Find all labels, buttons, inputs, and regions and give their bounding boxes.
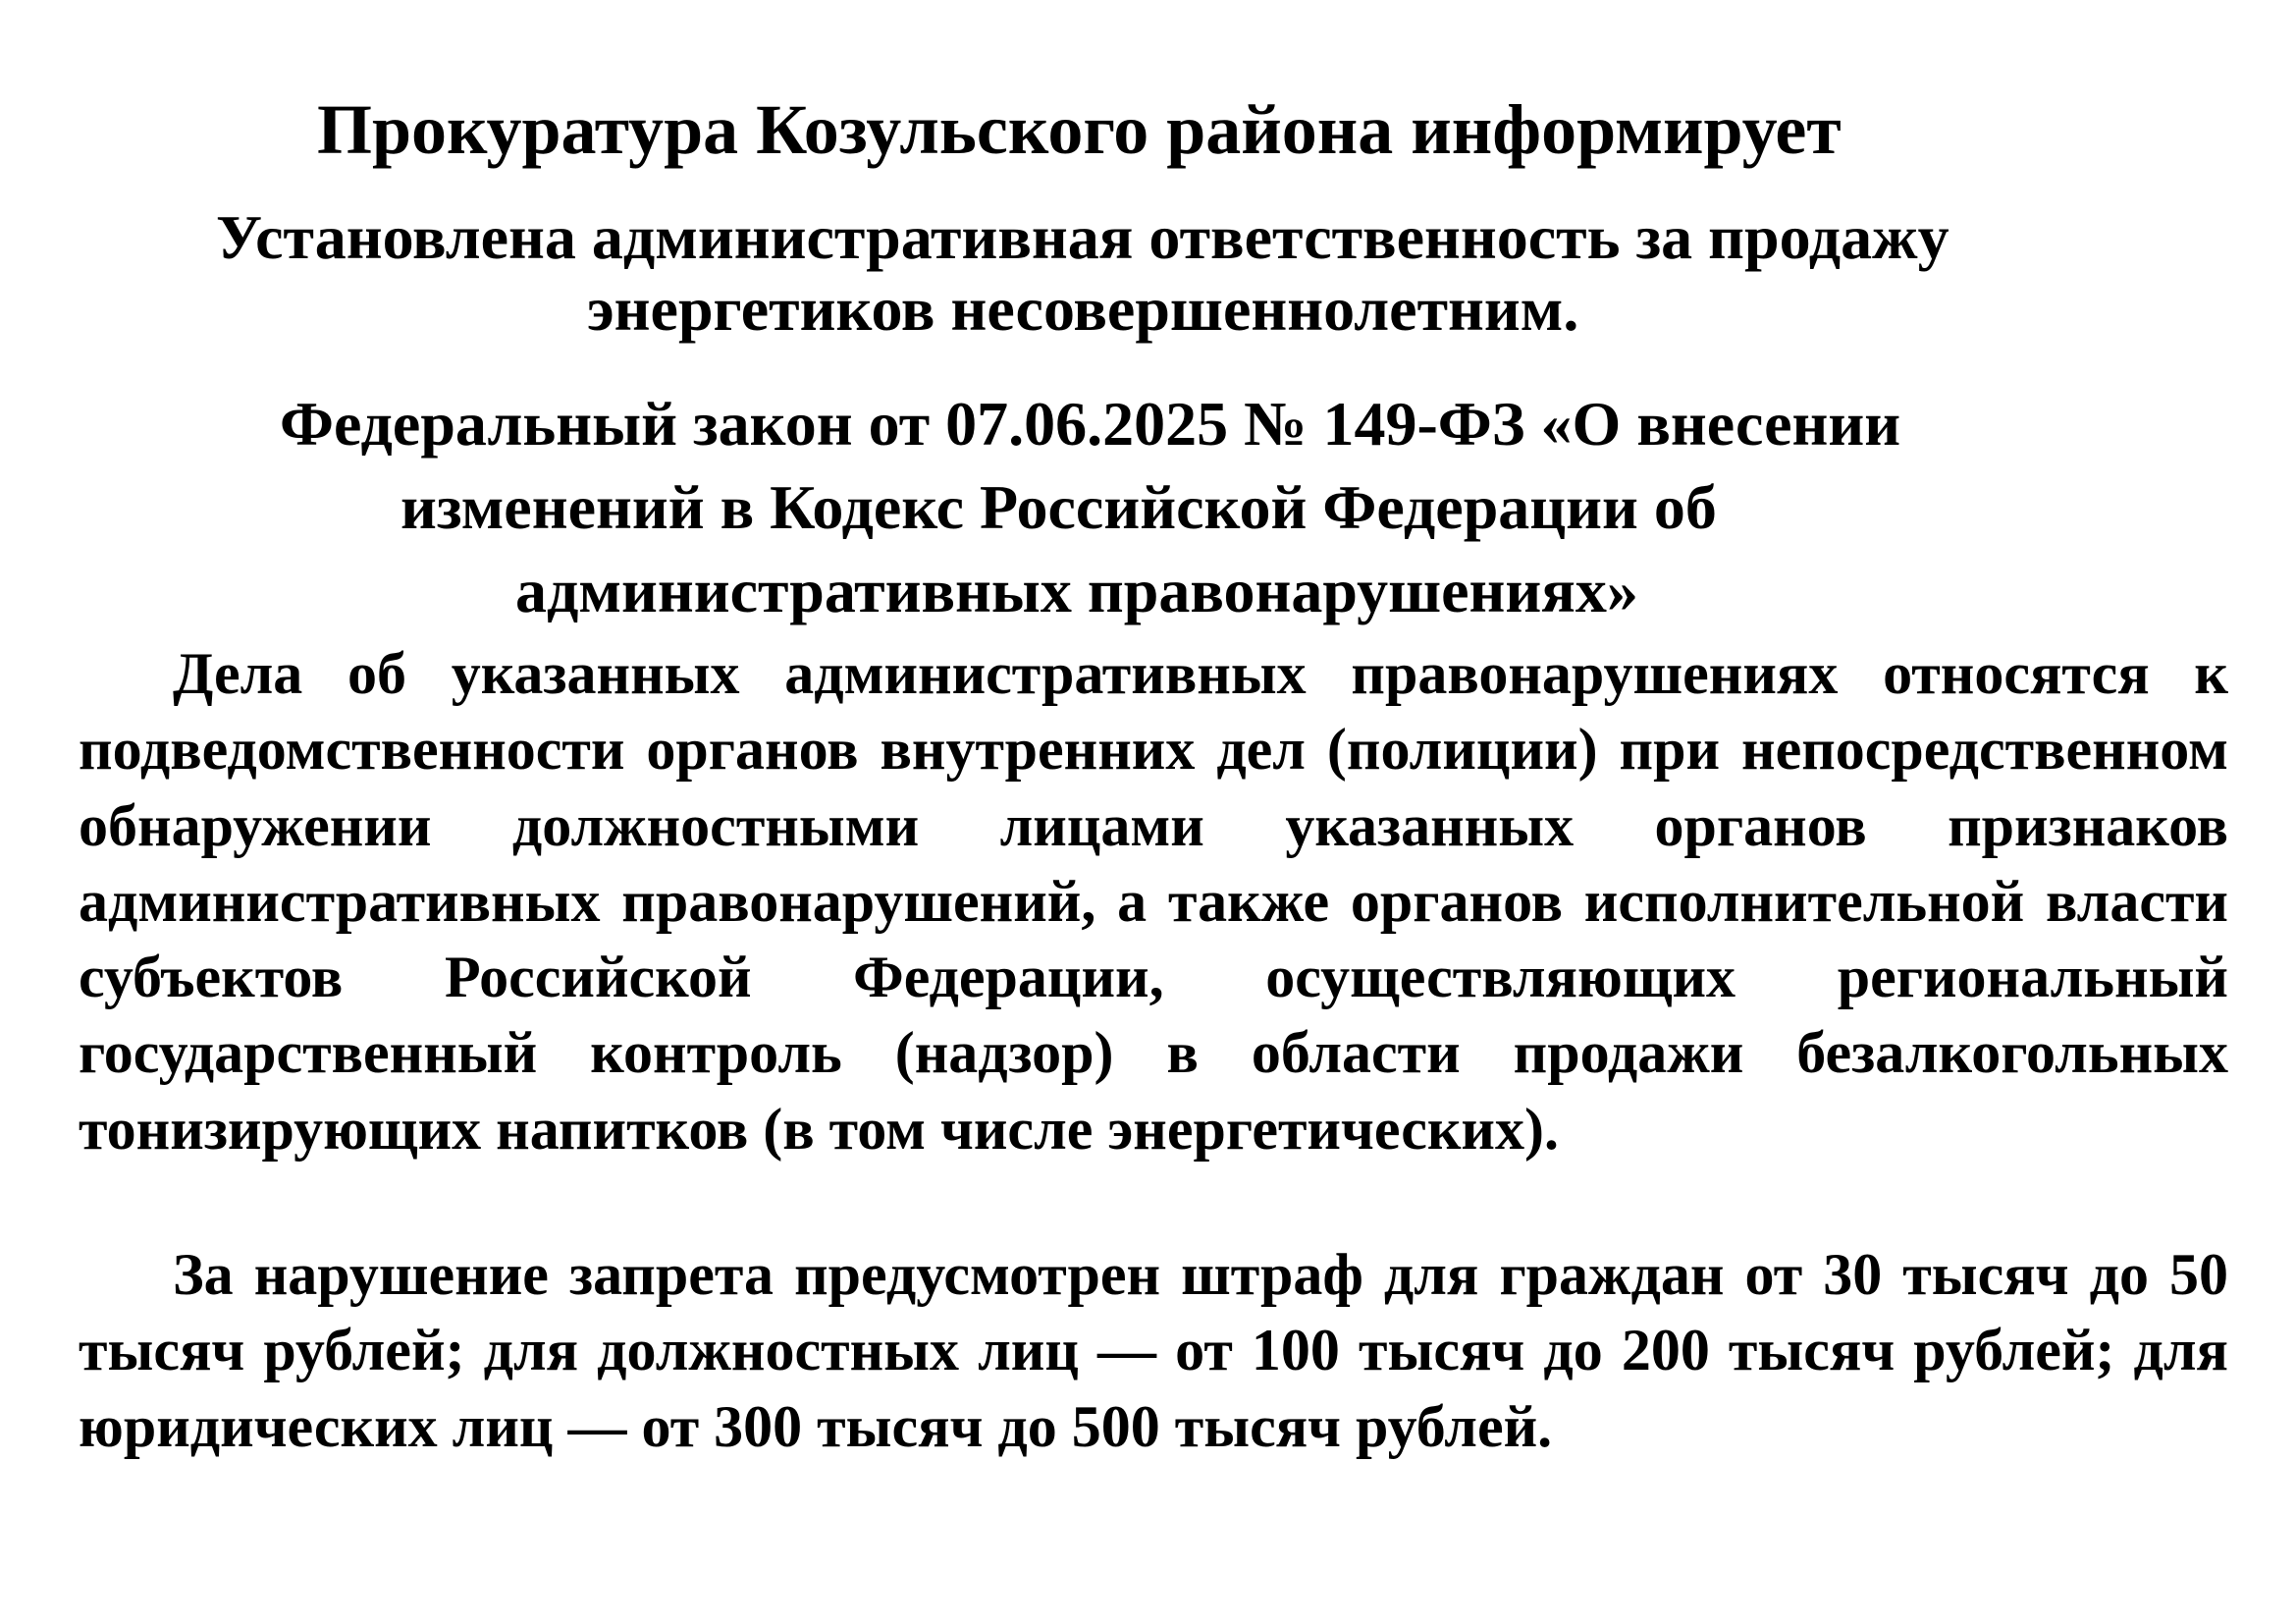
page-title: Прокуратура Козульского района информирует xyxy=(317,90,1842,169)
law-title-line-3: административных правонарушениях» xyxy=(515,556,1638,625)
law-title-line-2: изменений в Кодекс Российской Федерации об xyxy=(400,472,1717,542)
headline-line-2: энергетиков несовершеннолетним. xyxy=(587,274,1579,344)
body-paragraph-1: Дела об указанных административных правонарушениях относятся к подведомственности органов внутренних дел (полиции) при непосредственном обнаружении должностными лицами указанных органов признаков административных правонарушений, а также органов исполнительной власти субъектов Российской Федерации, осуществляющих региональный государственный контроль (надзор) в области продажи безалкогольных тонизирующих напитков (в том числе энергетических). xyxy=(79,641,2228,1162)
body-paragraph-2: За нарушение запрета предусмотрен штраф для граждан от 30 тысяч до 50 тысяч рублей; для должностных лиц — от 100 тысяч до 200 тысяч рублей; для юридических лиц — от 300 тысяч до 500 тысяч рублей. xyxy=(79,1242,2228,1459)
headline-line-1: Установлена административная ответственность за продажу xyxy=(216,202,1949,272)
law-title-line-1: Федеральный закон от 07.06.2025 № 149-ФЗ «О внесении xyxy=(280,389,1901,459)
